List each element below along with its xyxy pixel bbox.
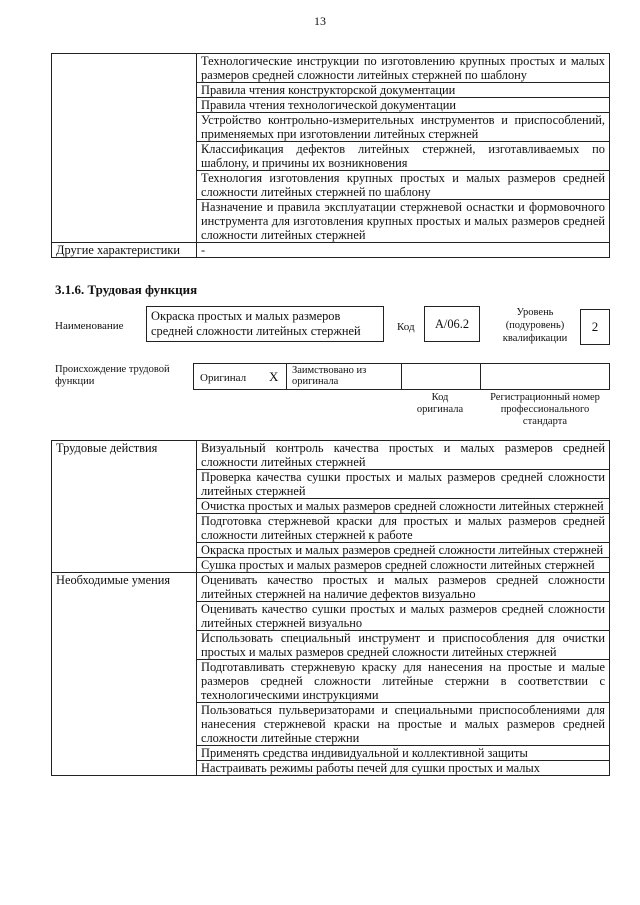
level-value-box: 2 xyxy=(580,309,610,345)
table-label-cell xyxy=(52,54,197,243)
table-cell: Правила чтения конструкторской документации xyxy=(197,83,610,98)
divider xyxy=(286,364,287,389)
borrowed-label: Заимствовано из оригинала xyxy=(292,365,367,387)
section-title: 3.1.6. Трудовая функция xyxy=(55,282,198,297)
table-cell: Устройство контрольно-измерительных инструментов и приспособлений, применяемых при изготовлении литейных стержней xyxy=(197,113,610,142)
table-cell: Применять средства индивидуальной и коллективной защиты xyxy=(197,746,610,761)
table-cell: Подготовка стержневой краски для простых и малых размеров средней сложности литейных стержней к работе xyxy=(197,514,610,543)
name-label: Наименование xyxy=(55,320,124,332)
table-cell: Визуальный контроль качества простых и малых размеров средней сложности литейных стержней xyxy=(197,441,610,470)
registration-number-label: Регистрационный номер профессионального стандарта xyxy=(490,392,600,427)
page-number: 13 xyxy=(314,14,326,28)
group-label-actions: Трудовые действия xyxy=(52,441,197,573)
table-cell: Окраска простых и малых размеров средней сложности литейных стержней xyxy=(197,543,610,558)
group-label-skills: Необходимые умения xyxy=(52,573,197,776)
function-name-box: Окраска простых и малых размеров средней сложности литейных стержней xyxy=(146,306,384,342)
table-row xyxy=(52,243,610,258)
table-cell: Проверка качества сушки простых и малых размеров средней сложности литейных стержней xyxy=(197,470,610,499)
table-cell: Назначение и правила эксплуатации стержневой оснастки и формовочного инструмента для изготовления крупных простых и малых размеров средней сложности литейных стержней xyxy=(197,200,610,243)
original-mark: X xyxy=(269,369,279,384)
table-cell: Сушка простых и малых размеров средней сложности литейных стержней xyxy=(197,558,610,573)
divider xyxy=(401,364,402,389)
table-cell: Правила чтения технологической документации xyxy=(197,98,610,113)
table-cell: Пользоваться пульверизаторами и специальными приспособлениями для нанесения стержневой краски на простые и малых размеров средней сложности литейные стержни xyxy=(197,703,610,746)
other-characteristics-value: - xyxy=(197,243,610,258)
knowledge-table xyxy=(51,53,610,258)
origin-box xyxy=(193,363,610,390)
table-cell: Настраивать режимы работы печей для сушки простых и малых xyxy=(197,761,610,776)
table-row xyxy=(52,441,610,470)
table-cell: Оценивать качество сушки простых и малых размеров средней сложности литейных стержней визуально xyxy=(197,602,610,631)
table-cell: Подготавливать стержневую краску для нанесения на простые и малые размеров средней сложности литейные стержни в соответствии с технологическими инструкциями xyxy=(197,660,610,703)
level-label: Уровень (подуровень) квалификации xyxy=(502,307,568,344)
table-cell: Использовать специальный инструмент и приспособления для очистки простых и малых размеров средней сложности литейных стержней xyxy=(197,631,610,660)
divider xyxy=(480,364,481,389)
table-cell: Классификация дефектов литейных стержней, изготавливаемых по шаблону, и причины их возникновения xyxy=(197,142,610,171)
table-cell: Технологические инструкции по изготовлению крупных простых и малых размеров средней сложности литейных стержней по шаблону xyxy=(197,54,610,83)
code-value-box: A/06.2 xyxy=(424,306,480,342)
table-cell: Оценивать качество простых и малых размеров средней сложности литейных стержней на наличие дефектов визуально xyxy=(197,573,610,602)
other-characteristics-label: Другие характеристики xyxy=(52,243,197,258)
table-cell: Технология изготовления крупных простых и малых размеров средней сложности литейных стержней по шаблону xyxy=(197,171,610,200)
labor-function-table xyxy=(51,440,610,776)
table-row xyxy=(52,573,610,602)
original-label: Оригинал xyxy=(200,372,247,384)
table-row xyxy=(52,54,610,83)
code-original-label: Код оригинала xyxy=(416,392,464,415)
table-cell: Очистка простых и малых размеров средней сложности литейных стержней xyxy=(197,499,610,514)
code-label: Код xyxy=(397,321,415,333)
origin-label: Происхождение трудовой функции xyxy=(55,364,170,387)
